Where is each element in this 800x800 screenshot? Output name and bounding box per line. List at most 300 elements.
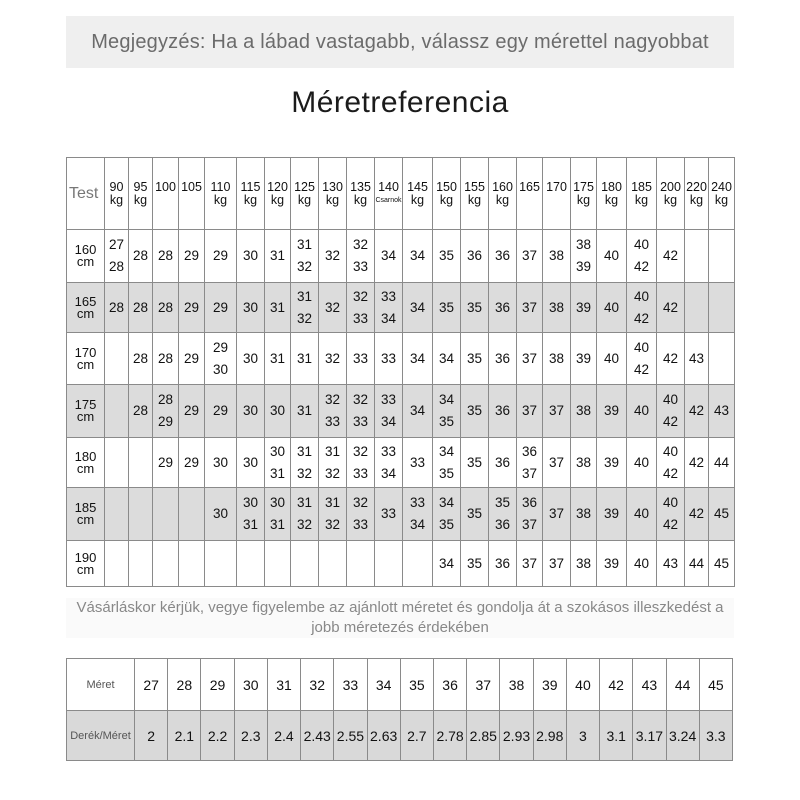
size-row bbox=[67, 438, 735, 488]
size-cell: 34 bbox=[403, 230, 433, 283]
size-cell bbox=[375, 541, 403, 587]
size-cell: 28 bbox=[153, 283, 179, 333]
weight-value: 130 bbox=[322, 179, 343, 194]
size-cell: 40 bbox=[627, 541, 657, 587]
weight-unit: kg bbox=[439, 192, 454, 207]
size-cell: 31 32 bbox=[291, 283, 319, 333]
weight-value: 125 bbox=[294, 179, 315, 194]
size-cell bbox=[105, 488, 129, 541]
size-cell: 30 31 bbox=[237, 488, 265, 541]
size-value-cell: 43 bbox=[633, 659, 666, 711]
size-cell bbox=[237, 541, 265, 587]
size-cell: 30 bbox=[237, 333, 265, 385]
weight-header-cell bbox=[319, 158, 347, 230]
weight-value: 200 bbox=[660, 179, 681, 194]
size-cell: 31 bbox=[265, 333, 291, 385]
size-cell: 37 bbox=[543, 438, 571, 488]
page-title: Méretreferencia bbox=[291, 86, 509, 119]
size-cell: 35 bbox=[461, 333, 489, 385]
height-unit: cm bbox=[76, 356, 95, 372]
height-value: 175 bbox=[74, 397, 97, 412]
size-value-cell: 33 bbox=[334, 659, 367, 711]
size-cell bbox=[347, 541, 375, 587]
size-cell: 36 bbox=[489, 438, 517, 488]
size-cell bbox=[153, 541, 179, 587]
size-cell: 37 bbox=[517, 230, 543, 283]
size-value-cell: 45 bbox=[699, 659, 732, 711]
weight-value: 170 bbox=[546, 179, 567, 194]
size-cell: 28 bbox=[129, 385, 153, 438]
weight-header-cell bbox=[291, 158, 319, 230]
weight-unit: kg bbox=[714, 192, 729, 207]
size-cell: 34 bbox=[403, 333, 433, 385]
height-unit: cm bbox=[76, 409, 95, 424]
height-label bbox=[67, 230, 105, 283]
weight-unit: kg bbox=[325, 192, 340, 207]
weight-value: 140 bbox=[378, 179, 399, 194]
size-cell: 44 bbox=[685, 541, 709, 587]
size-cell: 34 35 bbox=[433, 385, 461, 438]
weight-value: 105 bbox=[181, 179, 202, 194]
size-cell: 36 37 bbox=[517, 438, 543, 488]
weight-unit bbox=[179, 194, 204, 207]
note-banner: Megjegyzés: Ha a lábad vastagabb, válassz egy mérettel nagyobbat bbox=[66, 16, 734, 68]
weight-value: 155 bbox=[464, 179, 485, 194]
weight-header-cell bbox=[179, 158, 205, 230]
size-cell: 35 bbox=[433, 230, 461, 283]
waist-value-cell: 3.3 bbox=[699, 711, 732, 761]
size-cell: 31 32 bbox=[319, 488, 347, 541]
size-cell: 38 bbox=[571, 488, 597, 541]
size-cell: 42 bbox=[657, 283, 685, 333]
weight-header-cell bbox=[153, 158, 179, 230]
size-cell: 34 bbox=[403, 385, 433, 438]
weight-header-cell bbox=[685, 158, 709, 230]
weight-unit: kg bbox=[634, 192, 649, 207]
size-cell: 40 bbox=[627, 438, 657, 488]
weight-header-cell bbox=[237, 158, 265, 230]
size-row bbox=[67, 541, 735, 587]
size-cell: 40 bbox=[627, 385, 657, 438]
size-cell: 38 bbox=[571, 438, 597, 488]
weight-value: 95 bbox=[133, 179, 148, 194]
size-cell: 34 35 bbox=[433, 438, 461, 488]
height-label bbox=[67, 385, 105, 438]
weight-unit: kg bbox=[689, 192, 704, 207]
size-cell: 30 31 bbox=[265, 438, 291, 488]
size-value-cell: 35 bbox=[400, 659, 433, 711]
waist-value-cell: 2.1 bbox=[168, 711, 201, 761]
size-cell: 29 bbox=[179, 283, 205, 333]
size-cell: 29 bbox=[179, 385, 205, 438]
size-value-cell: 40 bbox=[566, 659, 599, 711]
size-cell: 38 bbox=[571, 385, 597, 438]
size-cell: 30 bbox=[237, 283, 265, 333]
weight-value: 100 bbox=[155, 179, 176, 194]
size-cell: 30 bbox=[205, 488, 237, 541]
size-cell bbox=[105, 333, 129, 385]
size-cell: 31 bbox=[291, 333, 319, 385]
weight-value: 145 bbox=[407, 179, 428, 194]
height-value: 160 bbox=[74, 242, 97, 257]
waist-value-cell: 2 bbox=[135, 711, 168, 761]
size-cell: 36 bbox=[489, 385, 517, 438]
size-cell: 35 36 bbox=[489, 488, 517, 541]
height-unit: cm bbox=[76, 254, 95, 269]
size-cell: 32 33 bbox=[347, 385, 375, 438]
size-cell: 37 bbox=[517, 333, 543, 385]
size-cell: 37 bbox=[517, 283, 543, 333]
size-row bbox=[67, 659, 733, 711]
height-value: 170 bbox=[74, 344, 97, 360]
size-cell: 34 bbox=[433, 541, 461, 587]
height-value: 185 bbox=[74, 500, 97, 515]
height-unit: cm bbox=[76, 561, 95, 577]
size-value-cell: 38 bbox=[500, 659, 533, 711]
weight-unit: kg bbox=[663, 192, 678, 207]
size-cell: 33 bbox=[403, 438, 433, 488]
size-row bbox=[67, 283, 735, 333]
height-value: 180 bbox=[74, 448, 97, 464]
size-cell: 33 bbox=[347, 333, 375, 385]
size-cell: 39 bbox=[597, 438, 627, 488]
size-row-label: Méret bbox=[67, 659, 135, 711]
size-cell bbox=[709, 333, 735, 385]
size-cell: 37 bbox=[517, 541, 543, 587]
weight-unit: kg bbox=[353, 192, 368, 207]
size-row bbox=[67, 488, 735, 541]
size-cell: 28 29 bbox=[153, 385, 179, 438]
weight-unit bbox=[543, 194, 570, 207]
size-cell: 30 bbox=[237, 385, 265, 438]
size-cell: 35 bbox=[433, 283, 461, 333]
weight-unit: kg bbox=[270, 192, 285, 207]
disclaimer-text: Vásárláskor kérjük, vegye figyelembe az ajánlott méretet és gondolja át a szokásos illeszkedést a jobb méretezés érdekében bbox=[66, 598, 734, 638]
size-cell: 31 bbox=[265, 230, 291, 283]
size-cell: 39 bbox=[571, 283, 597, 333]
weight-header-cell bbox=[489, 158, 517, 230]
size-cell: 42 bbox=[685, 385, 709, 438]
size-cell: 40 42 bbox=[657, 488, 685, 541]
size-cell: 33 bbox=[375, 333, 403, 385]
size-cell: 28 bbox=[105, 283, 129, 333]
size-cell: 33 34 bbox=[403, 488, 433, 541]
size-cell: 43 bbox=[657, 541, 685, 587]
size-value-cell: 34 bbox=[367, 659, 400, 711]
size-cell: 38 bbox=[543, 230, 571, 283]
size-cell: 45 bbox=[709, 541, 735, 587]
weight-unit: kg bbox=[297, 192, 312, 207]
waist-value-cell: 3.24 bbox=[666, 711, 699, 761]
weight-unit bbox=[517, 194, 542, 207]
size-cell: 29 bbox=[179, 333, 205, 385]
weight-unit: kg bbox=[109, 192, 124, 207]
weight-header-row bbox=[67, 158, 735, 230]
size-cell: 31 32 bbox=[291, 230, 319, 283]
size-cell: 30 bbox=[205, 438, 237, 488]
size-cell bbox=[403, 541, 433, 587]
height-label bbox=[67, 488, 105, 541]
height-label bbox=[67, 541, 105, 587]
size-cell: 32 33 bbox=[347, 488, 375, 541]
size-cell: 45 bbox=[709, 488, 735, 541]
size-cell: 29 bbox=[205, 230, 237, 283]
waist-value-cell: 3 bbox=[566, 711, 599, 761]
weight-unit: kg bbox=[243, 192, 258, 207]
weight-unit: kg bbox=[604, 192, 619, 207]
size-cell: 37 bbox=[543, 541, 571, 587]
size-cell: 33 bbox=[375, 488, 403, 541]
weight-value: 175 bbox=[573, 179, 594, 194]
size-cell: 35 bbox=[461, 541, 489, 587]
size-cell: 40 bbox=[597, 230, 627, 283]
waist-value-cell: 2.98 bbox=[533, 711, 566, 761]
size-value-cell: 32 bbox=[301, 659, 334, 711]
size-cell bbox=[685, 230, 709, 283]
height-label bbox=[67, 283, 105, 333]
size-cell: 28 bbox=[129, 230, 153, 283]
height-value: 190 bbox=[74, 549, 97, 565]
size-cell: 35 bbox=[461, 488, 489, 541]
waist-value-cell: 2.7 bbox=[400, 711, 433, 761]
size-value-cell: 28 bbox=[168, 659, 201, 711]
size-cell: 40 bbox=[597, 283, 627, 333]
size-cell: 29 bbox=[153, 438, 179, 488]
weight-header-cell bbox=[627, 158, 657, 230]
size-cell: 36 bbox=[489, 333, 517, 385]
size-value-cell: 44 bbox=[666, 659, 699, 711]
waist-value-cell: 2.55 bbox=[334, 711, 367, 761]
size-cell: 36 bbox=[489, 541, 517, 587]
waist-value-cell: 2.93 bbox=[500, 711, 533, 761]
weight-header-cell bbox=[517, 158, 543, 230]
size-cell: 31 32 bbox=[291, 488, 319, 541]
size-cell bbox=[319, 541, 347, 587]
size-cell: 44 bbox=[709, 438, 735, 488]
size-cell: 38 bbox=[543, 283, 571, 333]
size-cell: 40 42 bbox=[657, 438, 685, 488]
weight-value: 135 bbox=[350, 179, 371, 194]
size-cell: 42 bbox=[685, 438, 709, 488]
waist-value-cell: 2.2 bbox=[201, 711, 234, 761]
height-label bbox=[67, 333, 105, 385]
waist-value-cell: 2.43 bbox=[301, 711, 334, 761]
size-cell bbox=[105, 541, 129, 587]
size-cell: 42 bbox=[685, 488, 709, 541]
size-cell: 37 bbox=[517, 385, 543, 438]
weight-header-cell bbox=[433, 158, 461, 230]
size-value-cell: 31 bbox=[267, 659, 300, 711]
size-cell: 32 33 bbox=[347, 283, 375, 333]
weight-header-cell bbox=[543, 158, 571, 230]
size-cell bbox=[205, 541, 237, 587]
size-cell bbox=[129, 488, 153, 541]
waist-value-cell: 3.1 bbox=[600, 711, 633, 761]
weight-header-cell bbox=[265, 158, 291, 230]
size-cell: 28 bbox=[153, 333, 179, 385]
size-cell: 40 42 bbox=[657, 385, 685, 438]
size-cell: 32 33 bbox=[319, 385, 347, 438]
size-cell bbox=[685, 283, 709, 333]
size-cell: 29 bbox=[205, 385, 237, 438]
size-cell: 39 bbox=[571, 333, 597, 385]
size-cell: 36 bbox=[461, 230, 489, 283]
size-cell: 43 bbox=[685, 333, 709, 385]
waist-row bbox=[67, 711, 733, 761]
weight-value: 90 bbox=[109, 179, 124, 194]
size-cell: 39 bbox=[597, 385, 627, 438]
size-cell: 40 bbox=[597, 333, 627, 385]
size-cell: 28 bbox=[129, 333, 153, 385]
size-row bbox=[67, 385, 735, 438]
size-cell bbox=[105, 385, 129, 438]
height-unit: cm bbox=[76, 512, 95, 527]
waist-value-cell: 2.85 bbox=[467, 711, 500, 761]
weight-header-cell bbox=[461, 158, 489, 230]
height-value: 165 bbox=[74, 293, 97, 309]
size-cell: 40 bbox=[627, 488, 657, 541]
weight-header-cell bbox=[657, 158, 685, 230]
size-cell: 32 bbox=[319, 283, 347, 333]
height-unit: cm bbox=[76, 305, 95, 321]
size-row bbox=[67, 333, 735, 385]
waist-value-cell: 2.63 bbox=[367, 711, 400, 761]
size-cell bbox=[709, 230, 735, 283]
size-cell: 36 37 bbox=[517, 488, 543, 541]
weight-value: 220 bbox=[686, 179, 707, 194]
size-cell: 38 bbox=[571, 541, 597, 587]
size-cell: 42 bbox=[657, 230, 685, 283]
size-cell: 35 bbox=[461, 283, 489, 333]
size-cell: 40 42 bbox=[627, 333, 657, 385]
weight-unit: kg bbox=[133, 192, 148, 207]
weight-unit: kg bbox=[495, 192, 510, 207]
size-cell: 39 bbox=[597, 541, 627, 587]
size-cell bbox=[105, 438, 129, 488]
size-cell: 32 bbox=[319, 230, 347, 283]
size-cell: 33 34 bbox=[375, 385, 403, 438]
size-cell: 29 bbox=[205, 283, 237, 333]
size-cell: 34 bbox=[403, 283, 433, 333]
size-cell bbox=[179, 541, 205, 587]
size-chart-body bbox=[67, 230, 735, 587]
waist-value-cell: 3.17 bbox=[633, 711, 666, 761]
size-cell: 35 bbox=[461, 385, 489, 438]
size-chart-table bbox=[66, 157, 735, 587]
waist-value-cell: 2.4 bbox=[267, 711, 300, 761]
size-cell: 29 bbox=[179, 438, 205, 488]
waist-value-cell: 2.78 bbox=[433, 711, 466, 761]
size-cell bbox=[153, 488, 179, 541]
size-cell: 32 33 bbox=[347, 438, 375, 488]
size-cell: 43 bbox=[709, 385, 735, 438]
weight-unit: Csarnok bbox=[375, 196, 402, 204]
size-cell: 31 32 bbox=[291, 438, 319, 488]
weight-value: 160 bbox=[492, 179, 513, 194]
size-cell: 42 bbox=[657, 333, 685, 385]
weight-value: 165 bbox=[519, 179, 540, 194]
size-cell: 30 bbox=[265, 385, 291, 438]
size-cell: 30 31 bbox=[265, 488, 291, 541]
waist-value-cell: 2.3 bbox=[234, 711, 267, 761]
size-cell: 34 bbox=[375, 230, 403, 283]
weight-header-cell bbox=[375, 158, 403, 230]
size-cell: 31 32 bbox=[319, 438, 347, 488]
weight-header-cell bbox=[597, 158, 627, 230]
size-cell: 39 bbox=[597, 488, 627, 541]
weight-unit: kg bbox=[213, 192, 228, 207]
weight-value: 150 bbox=[436, 179, 457, 194]
weight-header-cell bbox=[105, 158, 129, 230]
weight-header-cell bbox=[403, 158, 433, 230]
size-cell: 27 28 bbox=[105, 230, 129, 283]
weight-unit: kg bbox=[576, 192, 591, 207]
size-cell: 35 bbox=[461, 438, 489, 488]
weight-unit bbox=[153, 194, 178, 207]
weight-value: 180 bbox=[601, 179, 622, 194]
size-cell: 34 35 bbox=[433, 488, 461, 541]
size-cell bbox=[265, 541, 291, 587]
weight-unit: kg bbox=[467, 192, 482, 207]
size-cell bbox=[709, 283, 735, 333]
weight-header-cell bbox=[571, 158, 597, 230]
size-cell: 32 33 bbox=[347, 230, 375, 283]
size-cell: 28 bbox=[129, 283, 153, 333]
weight-header-cell bbox=[347, 158, 375, 230]
size-cell: 31 bbox=[291, 385, 319, 438]
size-cell: 40 42 bbox=[627, 283, 657, 333]
size-row bbox=[67, 230, 735, 283]
weight-header-cell bbox=[205, 158, 237, 230]
size-cell: 29 bbox=[179, 230, 205, 283]
weight-unit: kg bbox=[410, 192, 425, 207]
weight-header-cell bbox=[129, 158, 153, 230]
weight-value: 185 bbox=[631, 179, 652, 194]
height-label bbox=[67, 438, 105, 488]
size-cell: 33 34 bbox=[375, 438, 403, 488]
corner-label: Test bbox=[67, 158, 105, 230]
size-cell: 28 bbox=[153, 230, 179, 283]
size-cell: 29 30 bbox=[205, 333, 237, 385]
size-value-cell: 30 bbox=[234, 659, 267, 711]
size-cell: 38 bbox=[543, 333, 571, 385]
size-cell: 31 bbox=[265, 283, 291, 333]
size-cell: 34 bbox=[433, 333, 461, 385]
size-cell: 36 bbox=[489, 230, 517, 283]
weight-value: 240 bbox=[711, 179, 732, 194]
waist-row-label: Derék/Méret bbox=[67, 711, 135, 761]
waist-size-table bbox=[66, 658, 733, 761]
size-cell: 30 bbox=[237, 230, 265, 283]
size-cell bbox=[291, 541, 319, 587]
height-unit: cm bbox=[76, 460, 95, 476]
size-cell: 32 bbox=[319, 333, 347, 385]
size-cell: 37 bbox=[543, 488, 571, 541]
size-value-cell: 37 bbox=[467, 659, 500, 711]
size-cell: 33 34 bbox=[375, 283, 403, 333]
size-cell: 38 39 bbox=[571, 230, 597, 283]
size-value-cell: 36 bbox=[433, 659, 466, 711]
size-value-cell: 42 bbox=[600, 659, 633, 711]
size-value-cell: 39 bbox=[533, 659, 566, 711]
size-cell: 36 bbox=[489, 283, 517, 333]
size-cell bbox=[129, 541, 153, 587]
size-cell: 30 bbox=[237, 438, 265, 488]
weight-value: 115 bbox=[240, 179, 261, 194]
weight-value: 120 bbox=[267, 179, 288, 194]
size-cell bbox=[129, 438, 153, 488]
size-value-cell: 27 bbox=[135, 659, 168, 711]
